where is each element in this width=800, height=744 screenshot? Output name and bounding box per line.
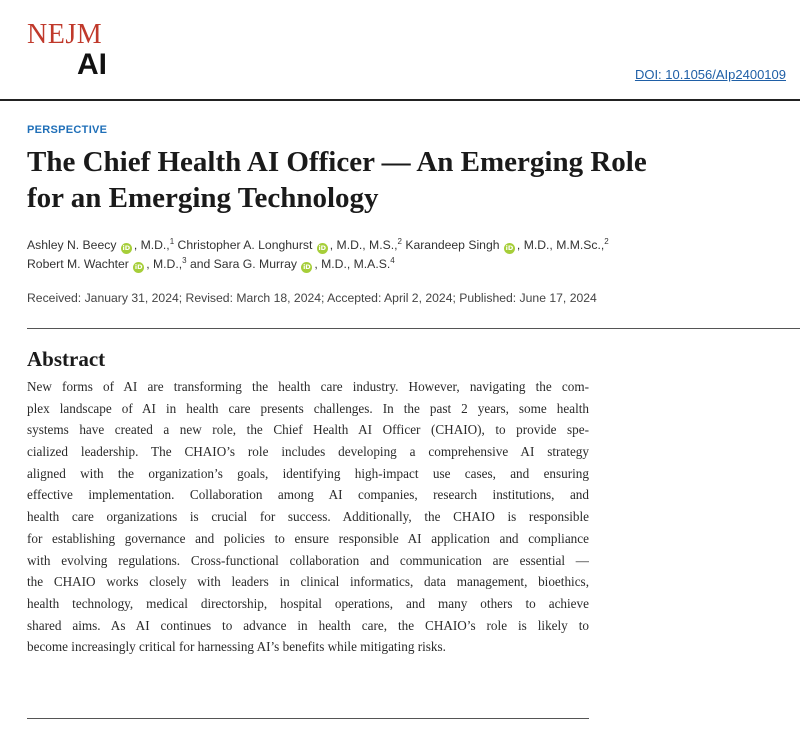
abstract-line: health technology, medical directorship, hospital operations, and many others to achieve <box>27 595 589 611</box>
author-affiliation: 2 <box>604 236 609 246</box>
abstract-line: aligned with the organization’s goals, identifying high-impact use cases, and ensuring <box>27 465 589 481</box>
publication-dates: Received: January 31, 2024; Revised: March 18, 2024; Accepted: April 2, 2024; Published: June 17, 2024 <box>27 291 597 305</box>
orcid-icon[interactable]: iD <box>122 244 131 252</box>
section-label: PERSPECTIVE <box>27 124 108 136</box>
author-affiliation: 4 <box>390 255 395 265</box>
author-name[interactable]: Ashley N. Beecy <box>27 238 117 252</box>
abstract-line: become increasingly critical for harnessing AI’s benefits while mitigating risks. <box>27 639 446 655</box>
author-name[interactable]: Sara G. Murray <box>213 257 297 271</box>
author-degrees: , M.D., <box>133 238 170 252</box>
abstract-heading: Abstract <box>27 347 106 371</box>
orcid-icon[interactable]: iD <box>505 244 514 252</box>
doi-link[interactable]: DOI: 10.1056/AIp2400109 <box>634 67 786 82</box>
title-line-2: for an Emerging Technology <box>27 182 379 214</box>
author-degrees: , M.D., <box>146 257 183 271</box>
title-line-1: The Chief Health AI Officer — An Emerging Role <box>27 146 647 178</box>
bottom-divider <box>27 718 589 719</box>
abstract-line: with evolving regulations. Cross-functional collaboration and communication are essential — <box>27 552 589 568</box>
article-title <box>27 144 787 216</box>
abstract-line: health care organizations is crucial for success. Additionally, the CHAIO is responsible <box>27 509 589 525</box>
abstract-line: cialized leadership. The CHAIO’s role includes developing a comprehensive AI strategy <box>27 444 589 460</box>
nejm-logo: NEJM <box>27 19 103 50</box>
abstract-body <box>27 376 589 658</box>
abstract-line: shared aims. As AI continues to advance in health care, the CHAIO’s role is likely to <box>27 617 589 633</box>
orcid-icon[interactable]: iD <box>303 263 311 271</box>
author-list <box>27 236 787 274</box>
author-affiliation: 3 <box>182 255 187 265</box>
abstract-line: New forms of AI are transforming the health care industry. However, navigating the com- <box>27 379 589 394</box>
author-name[interactable]: Karandeep Singh <box>405 238 500 252</box>
author-degrees: , M.D., M.M.Sc., <box>516 238 605 252</box>
header-divider <box>0 99 800 101</box>
abstract-line: systems have created a new role, the Chief Health AI Officer (CHAIO), to provide spe- <box>27 422 589 438</box>
ai-logo: AI <box>77 48 107 81</box>
abstract-line: plex landscape of AI in health care presents challenges. In the past 2 years, some health <box>27 400 589 416</box>
orcid-icon[interactable]: iD <box>134 263 143 271</box>
author-affiliation: 1 <box>169 236 175 246</box>
author-conjunction: and <box>186 257 214 271</box>
author-degrees: , M.D., M.S., <box>329 238 398 252</box>
abstract-line: for establishing governance and policies to ensure responsible AI application and compliance <box>27 530 589 546</box>
author-affiliation: 2 <box>397 236 402 246</box>
author-name[interactable]: Robert M. Wachter <box>27 257 129 271</box>
section-divider <box>27 328 800 329</box>
author-degrees: , M.D., M.A.S. <box>314 257 391 271</box>
abstract-line: effective implementation. Collaboration among AI companies, research institutions, and <box>27 487 589 503</box>
abstract-line: the CHAIO works closely with leaders in clinical informatics, data management, bioethics, <box>27 574 589 590</box>
orcid-icon[interactable]: iD <box>318 244 327 252</box>
author-name[interactable]: Christopher A. Longhurst <box>177 238 313 252</box>
